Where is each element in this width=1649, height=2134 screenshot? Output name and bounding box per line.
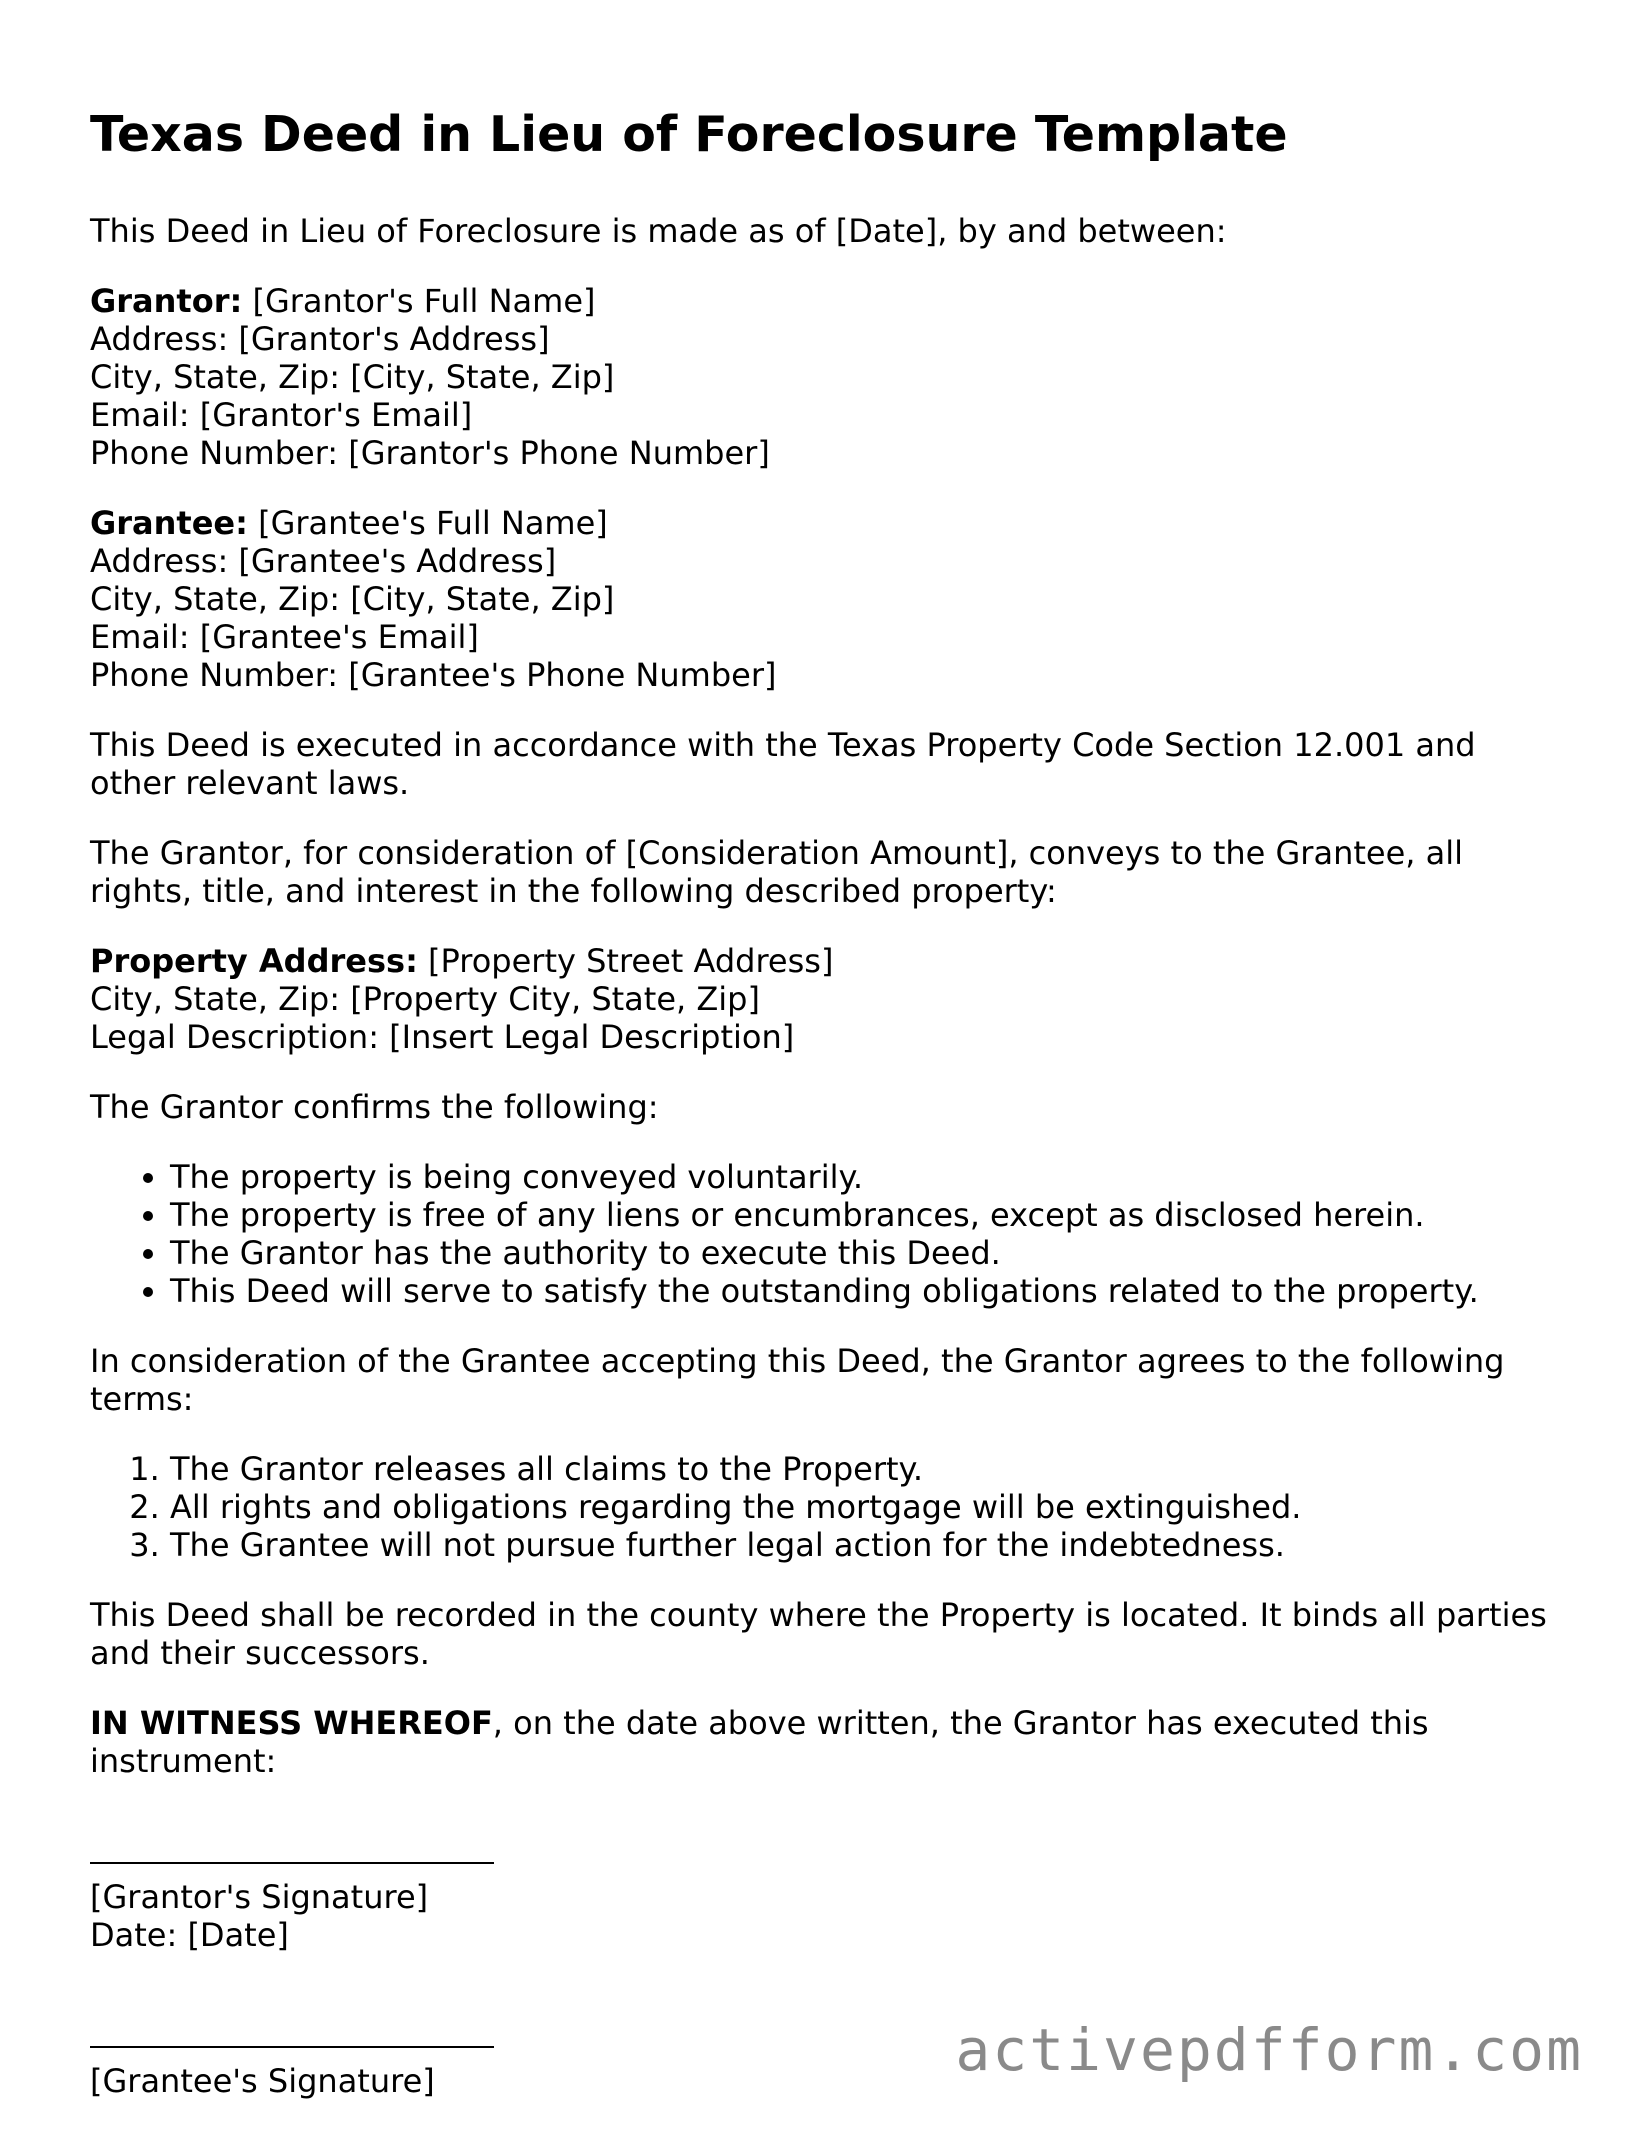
terms-intro: In consideration of the Grantee accepting this Deed, the Grantor agrees to the following terms: <box>90 1342 1505 1418</box>
grantor-email: Email: [Grantor's Email] <box>90 396 473 434</box>
grantee-label: Grantee: <box>90 504 248 542</box>
grantor-block <box>90 282 1570 472</box>
list-item: • The Grantor has the authority to execute this Deed. <box>170 1234 1570 1272</box>
property-street: [Property Street Address] <box>417 942 834 980</box>
watermark-text: activepdfform.com <box>955 2016 1583 2084</box>
witness-rest: , on the date above written, the Grantor has executed this instrument: <box>90 1704 1429 1780</box>
grantor-address: Address: [Grantor's Address] <box>90 320 550 358</box>
document-page <box>90 105 1570 2100</box>
list-item: • The property is free of any liens or encumbrances, except as disclosed herein. <box>170 1196 1570 1234</box>
grantor-signature-line[interactable] <box>90 1840 494 1864</box>
property-label: Property Address: <box>90 942 418 980</box>
grantee-block <box>90 504 1570 694</box>
list-item: 2. All rights and obligations regarding the mortgage will be extinguished. <box>170 1488 1570 1526</box>
property-legal: Legal Description: [Insert Legal Description] <box>90 1018 795 1056</box>
grantee-email: Email: [Grantee's Email] <box>90 618 479 656</box>
confirms-intro: The Grantor confirms the following: <box>90 1088 659 1126</box>
grantor-city: City, State, Zip: [City, State, Zip] <box>90 358 615 396</box>
consideration-paragraph: The Grantor, for consideration of [Consideration Amount], conveys to the Grantee, all rights, title, and interest in the following described property: <box>90 834 1463 910</box>
grantee-phone: Phone Number: [Grantee's Phone Number] <box>90 656 777 694</box>
confirms-list <box>90 1158 1570 1310</box>
grantee-signature-label: [Grantee's Signature] <box>90 2062 435 2100</box>
intro-paragraph: This Deed in Lieu of Foreclosure is made as of [Date], by and between: <box>90 212 1227 250</box>
grantee-city: City, State, Zip: [City, State, Zip] <box>90 580 615 618</box>
grantor-phone: Phone Number: [Grantor's Phone Number] <box>90 434 770 472</box>
grantor-signature-block <box>90 1840 1570 1954</box>
witness-bold: IN WITNESS WHEREOF <box>90 1704 493 1742</box>
grantee-name: [Grantee's Full Name] <box>247 504 608 542</box>
grantor-label: Grantor: <box>90 282 243 320</box>
terms-list <box>90 1450 1570 1564</box>
grantor-name: [Grantor's Full Name] <box>242 282 596 320</box>
executed-paragraph: This Deed is executed in accordance with the Texas Property Code Section 12.001 and other relevant laws. <box>90 726 1476 802</box>
grantor-signature-label: [Grantor's Signature] <box>90 1878 429 1916</box>
grantee-address: Address: [Grantee's Address] <box>90 542 557 580</box>
recorded-paragraph: This Deed shall be recorded in the county where the Property is located. It binds all parties and their successors. <box>90 1596 1547 1672</box>
grantee-signature-line[interactable] <box>90 2024 494 2048</box>
grantee-name-line <box>90 504 1570 542</box>
property-block <box>90 942 1570 1056</box>
list-item: 3. The Grantee will not pursue further legal action for the indebtedness. <box>170 1526 1570 1564</box>
document-title: Texas Deed in Lieu of Foreclosure Template <box>90 106 1288 163</box>
property-address-line <box>90 942 1570 980</box>
witness-paragraph <box>90 1704 1570 1780</box>
property-city: City, State, Zip: [Property City, State, Zip] <box>90 980 760 1018</box>
grantor-date-label: Date: [Date] <box>90 1916 289 1954</box>
list-item: • The property is being conveyed voluntarily. <box>170 1158 1570 1196</box>
grantor-name-line <box>90 282 1570 320</box>
list-item: 1. The Grantor releases all claims to the Property. <box>170 1450 1570 1488</box>
list-item: • This Deed will serve to satisfy the outstanding obligations related to the property. <box>170 1272 1570 1310</box>
